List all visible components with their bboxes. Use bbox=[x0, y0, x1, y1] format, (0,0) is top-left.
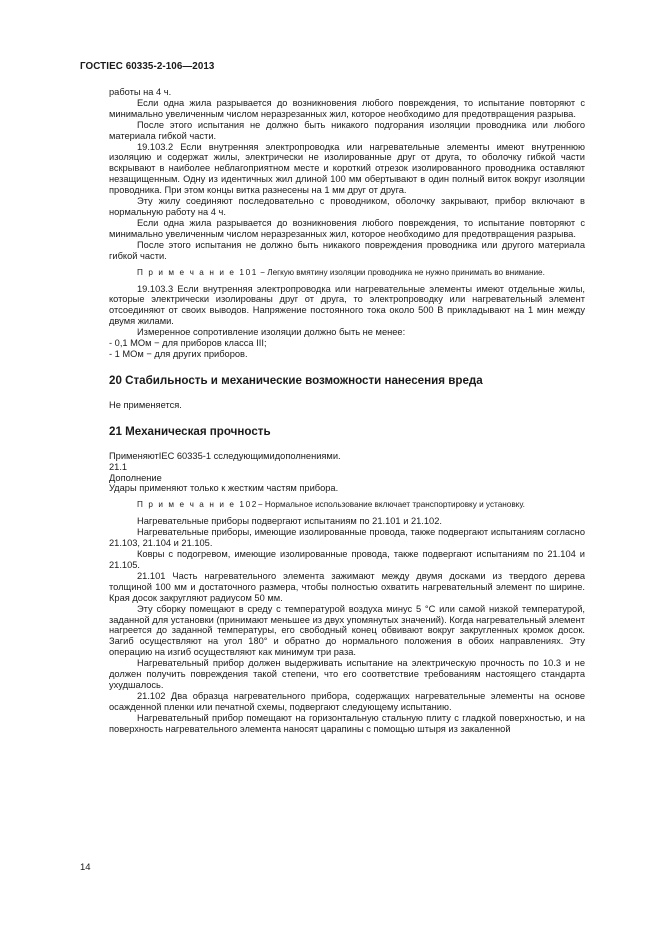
paragraph: Если одна жила разрывается до возникновения любого повреждения, то испытание повторяют с минимально увеличенным числом неразрезанных жил, которое необходимо для предотвращения разрыва. bbox=[109, 217, 585, 239]
clause-21-102: 21.102 Два образца нагревательного прибора, содержащих нагревательные элементы на основе осажденной пленки или печатной схемы, подвергают следующему испытанию. bbox=[109, 690, 585, 712]
paragraph: Ковры с подогревом, имеющие изолированные провода, также подвергают испытаниям по 21.104 и 21.105. bbox=[109, 549, 585, 570]
paragraph: Нагревательный прибор должен выдерживать испытание на электрическую прочность по 10.3 и не должен получить повреждения такой степени, что его соответствие требованиям настоящего стандарта ухудшалось. bbox=[109, 658, 585, 690]
paragraph: Нагревательные приборы подвергают испытаниям по 21.101 и 21.102. bbox=[137, 516, 442, 527]
paragraph: Эту сборку помещают в среду с температурой воздуха минус 5 °С или самой низкой температурой, заданной для установки (принимают меньшее из двух упомянутых значений). Когда нагревательный элемент нагреется до заданной температуры, его свободный конец обвивают вокруг закругленных кромок досок. Загиб осуществляют на угол 180° и обратно до нормального положения в обоих направлениях. Эту операцию на изгиб осуществляют как минимум три раза. bbox=[109, 603, 585, 658]
clause-21-101: 21.101 Часть нагревательного элемента зажимают между двумя досками из твердого дерева толщиной 100 мм и достаточного размера, чтобы полностью охватить нагревательный элемент по ширине. Края досок закругляют радиусом 50 мм. bbox=[109, 570, 585, 603]
note-102 bbox=[109, 500, 585, 510]
paragraph: Нагревательные приборы, имеющие изолированные провода, также подвергают испытаниям согласно 21.103, 21.104 и 21.105. bbox=[109, 527, 585, 549]
paragraph: Не применяется. bbox=[109, 399, 182, 410]
page-body bbox=[109, 87, 585, 735]
page-number: 14 bbox=[80, 862, 91, 873]
paragraph: Эту жилу соединяют последовательно с проводником, оболочку закрывают, прибор включают в нормальную работу на 4 ч. bbox=[109, 196, 585, 217]
section-heading-21: 21 Механическая прочность bbox=[109, 424, 271, 438]
paragraph: работы на 4 ч. bbox=[109, 87, 172, 97]
list-item: - 1 МОм − для других приборов. bbox=[109, 348, 248, 359]
paragraph: После этого испытания не должно быть никакого повреждения проводника или другого материала гибкой части. bbox=[109, 239, 585, 261]
paragraph: Удары применяют только к жестким частям прибора. bbox=[109, 483, 339, 494]
clause-19-103-2: 19.103.2 Если внутренняя электропроводка или нагревательные элементы имеют внутреннюю изоляцию и содержат жилы, электрически не изолированные друг от друга, то оболочку гибкой части вскрывают в наиболее неблагоприятном месте и короткий отрезок изолированного проводника оставляют незащищенным. Одну из идентичных жил длиной 100 мм обертывают в один полный виток вокруг изоляции проводника. При этом концы витка разнесены на 1 мм друг от друга. bbox=[109, 141, 585, 196]
standard-header: ГОСТIEC 60335-2-106—2013 bbox=[80, 61, 215, 72]
clause-19-103-3: 19.103.3 Если внутренняя электропроводка или нагревательные элементы имеют отдельные жилы, которые электрически изолированы друг от друга, то электропроводку или нагревательный элемент отсоединяют от своих выводов. Напряжение постоянного тока около 500 В прикладывают на 1 мин между двумя жилами. bbox=[109, 283, 585, 327]
paragraph: Если одна жила разрывается до возникновения любого повреждения, то испытание повторяют с минимально увеличенным числом неразрезанных жил, которое необходимо для предотвращения разрыва. bbox=[109, 97, 585, 119]
paragraph: После этого испытания не должно быть никакого подгорания изоляции проводника или любого материала гибкой части. bbox=[109, 119, 585, 141]
note-label: П р и м е ч а н и е 101 bbox=[137, 267, 258, 277]
paragraph: Измеренное сопротивление изоляции должно быть не менее: bbox=[137, 327, 406, 338]
paragraph: Нагревательный прибор помещают на горизонтальную стальную плиту с гладкой поверхностью, и на поверхность нагревательного элемента наносят царапины с помощью штыря из закаленной bbox=[109, 712, 585, 734]
clause-number: 21.1 bbox=[109, 461, 128, 472]
list-item: - 0,1 МОм − для приборов класса III; bbox=[109, 338, 267, 349]
paragraph: ПрименяютIEC 60335-1 сследующимидополнениями. bbox=[109, 450, 341, 461]
section-heading-20: 20 Стабильность и механические возможности нанесения вреда bbox=[109, 373, 483, 387]
note-text: − Нормальное использование включает транспортировку и установку. bbox=[257, 500, 525, 510]
note-label: П р и м е ч а н и е 102 bbox=[137, 500, 258, 510]
note-text: − Легкую вмятину изоляции проводника не нужно принимать во внимание. bbox=[257, 267, 545, 277]
paragraph: Дополнение bbox=[109, 472, 162, 483]
note-101 bbox=[109, 268, 585, 278]
